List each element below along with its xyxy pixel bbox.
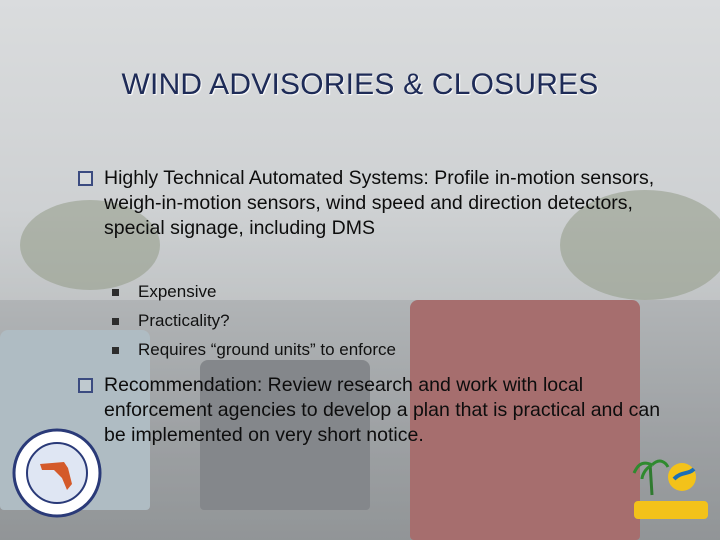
sub-bullet-item	[112, 311, 532, 340]
bullet-item	[78, 166, 678, 241]
hollow-square-bullet-icon	[78, 378, 93, 393]
sub-bullet-item	[112, 340, 532, 369]
bullet-text: Recommendation: Review research and work with local enforcement agencies to develop a plan that is practical and can be implemented on very short notice.	[104, 374, 661, 446]
bullet-text: Highly Technical Automated Systems: Profile in-motion sensors, weigh-in-motion sensors, wind speed and direction detectors, special signage, including DMS	[104, 167, 655, 239]
square-bullet-icon	[112, 318, 119, 325]
sub-bullet-text: Expensive	[138, 282, 217, 301]
sub-bullet-list	[112, 282, 532, 369]
sub-bullet-text: Practicality?	[138, 311, 230, 330]
bullet-item	[78, 373, 678, 448]
square-bullet-icon	[112, 289, 119, 296]
florida-dot-seal-icon	[12, 428, 102, 518]
slide-title: WIND ADVISORIES & CLOSURES	[121, 68, 599, 101]
sub-bullet-text: Requires “ground units” to enforce	[138, 340, 396, 359]
square-bullet-icon	[112, 347, 119, 354]
sub-bullet-item	[112, 282, 532, 311]
hollow-square-bullet-icon	[78, 171, 93, 186]
sunguide-logo-icon	[630, 455, 710, 525]
